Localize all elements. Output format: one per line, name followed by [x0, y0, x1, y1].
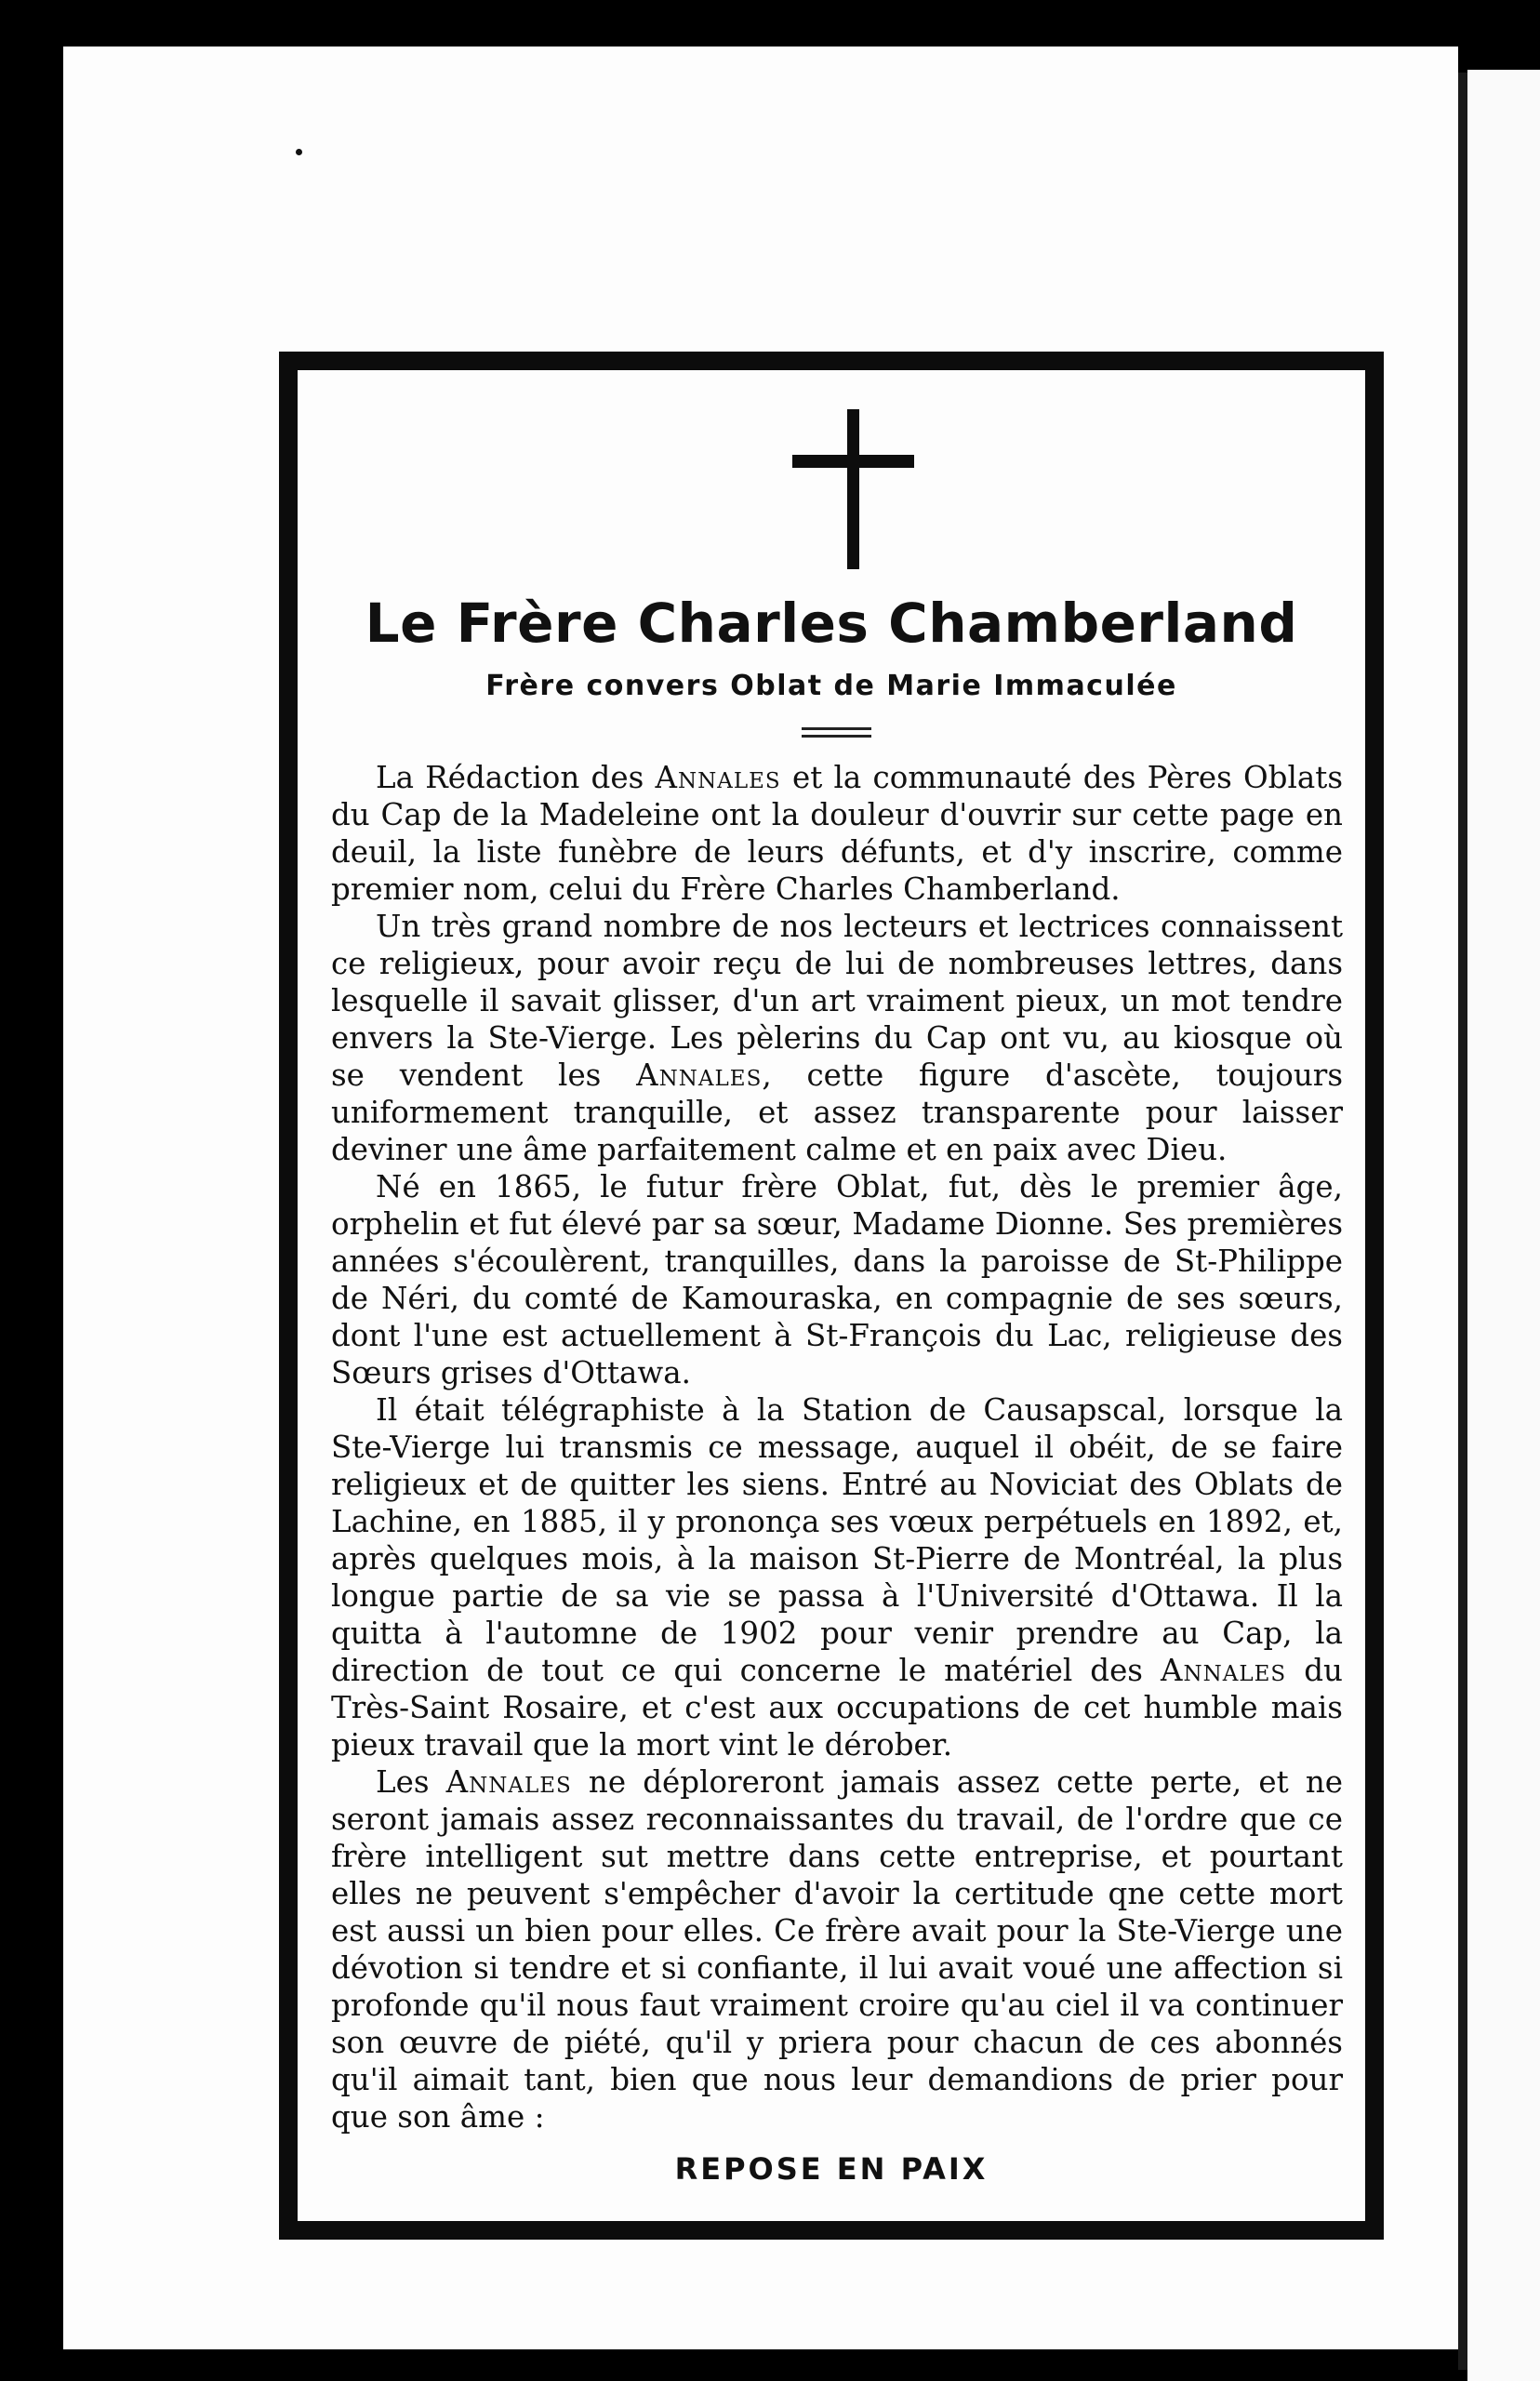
closing-line: REPOSE EN PAIX [674, 2151, 989, 2187]
paragraph-1: La Rédaction des Annales et la communauté des Pères Oblats du Cap de la Madeleine ont la douleur d'ouvrir sur cette page en deuil, la liste funèbre de leurs défunts, et d'y inscrire, comme premier nom, celui du Frère Charles Chamberland. [331, 760, 1343, 907]
paragraph-4: Il était télégraphiste à la Station de Causapscal, lorsque la Ste-Vierge lui transmis ce message, auquel il obéit, de se faire religieux et de quitter les siens. Entré au Noviciat des Oblats de Lachine, en 1885, il y prononça ses vœux perpétuels en 1892, et, après quelques mois, à la maison St-Pierre de Montréal, la plus longue partie de sa vie se passa à l'Université d'Ottawa. Il la quitta à l'automne de 1902 pour venir prendre au Cap, la direction de tout ce qui concerne le matériel des Annales du Très-Saint Rosaire, et c'est aux occupations de cet humble mais pieux travail que la mort vint le dérober. [331, 1392, 1343, 1762]
ink-speck [296, 149, 302, 155]
obituary-text [331, 759, 1343, 2135]
card-title: Le Frère Charles Chamberland [365, 592, 1298, 655]
paragraph-2: Un très grand nombre de nos lecteurs et lectrices connaissent ce religieux, pour avoir reçu de lui de nombreuses lettres, dans lesquelle il savait glisser, d'un art vraiment pieux, un mot tendre envers la Ste-Vierge. Les pèlerins du Cap ont vu, au kiosque où se vendent les Annales, cette figure d'ascète, toujours uniformement tranquille, et assez transparente pour laisser deviner une âme parfaitement calme et en paix avec Dieu. [331, 909, 1344, 1167]
next-page-edge [1467, 70, 1540, 2381]
divider-rule [802, 727, 871, 730]
card-subtitle: Frère convers Oblat de Marie Immaculée [485, 670, 1177, 702]
page-edge-line [1458, 73, 1467, 2370]
paragraph-5: Les Annales ne déploreront jamais assez cette perte, et ne seront jamais assez reconnaissantes du travail, de l'ordre que ce frère intelligent sut mettre dans cette entreprise, et pourtant elles ne peuvent s'empêcher d'avoir la certitude qne cette mort est aussi un bien pour elles. Ce frère avait pour la Ste-Vierge une dévotion si tendre et si confiante, il lui avait voué une affection si profonde qu'il nous faut vraiment croire qu'au ciel il va continuer son œuvre de piété, qu'il y priera pour chacun de ces abonnés qu'il aimait tant, bien que nous leur demandions de prier pour que son âme : [331, 1764, 1344, 2135]
paragraph-3: Né en 1865, le futur frère Oblat, fut, dès le premier âge, orphelin et fut élevé par sa sœur, Madame Dionne. Ses premières années s'écoulèrent, tranquilles, dans la paroisse de St-Philippe de Néri, du comté de Kamouraska, en compagnie de ses sœurs, dont l'une est actuellement à St-François du Lac, religieuse des Sœurs grises d'Ottawa. [331, 1169, 1343, 1390]
divider-rule [802, 735, 871, 738]
mourning-card [279, 352, 1384, 2240]
